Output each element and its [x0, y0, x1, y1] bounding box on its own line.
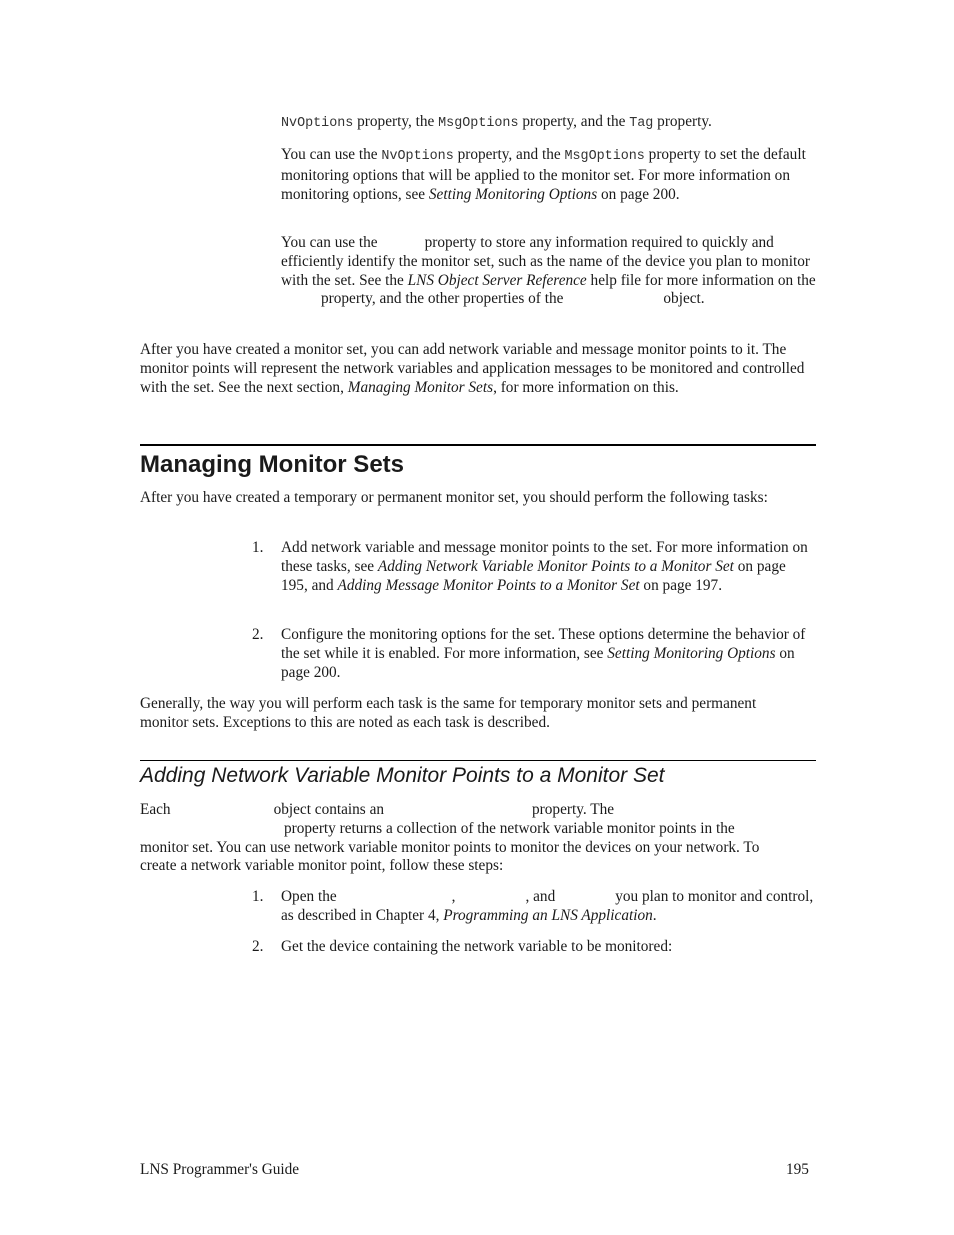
list-number: 1.: [252, 539, 264, 556]
list-number: 1.: [252, 888, 264, 905]
paragraph-generally: Generally, the way you will perform each task is the same for temporary monitor sets and permanent monitor sets. Exceptions to this are noted as each task is described.: [140, 695, 757, 731]
text: , and: [525, 888, 556, 905]
list-item-get-device: Get the device containing the network variable to be monitored:: [281, 938, 673, 955]
text: you plan to monitor and control, as described in Chapter 4,: [281, 888, 814, 924]
text: property, and the other properties of the: [321, 290, 564, 308]
text: Open the: [281, 888, 337, 905]
list-number: 2.: [252, 626, 264, 643]
code-msgoptions: MsgOptions: [438, 116, 519, 131]
link-adding-nv-monitor-points: Adding Network Variable Monitor Points to a Monitor Set: [377, 557, 734, 575]
text: on page 200.: [597, 185, 680, 203]
text: You can use the: [281, 146, 382, 163]
paragraph-after-created: [140, 341, 805, 397]
text: After you have created a monitor set, you can add network variable and message monitor points to it. The monitor points will represent the network variables and application messages to be monitored and controlled with the set. See the next section,: [140, 341, 805, 396]
text: Add network variable and message monitor points to the set. For more information on these tasks, see: [281, 539, 808, 575]
text: property to store any information required to quickly and efficiently identify the monitor set, such as the name of the device you plan to monitor with the set. See the: [281, 234, 811, 289]
text: property. The: [532, 801, 615, 818]
code-nvoptions: NvOptions: [381, 149, 454, 164]
text: Each: [140, 801, 171, 818]
text: object contains an: [273, 801, 385, 818]
text: on page 195, and: [281, 557, 786, 594]
text: You can use the: [281, 234, 378, 251]
text: ,: [451, 888, 456, 905]
paragraph-tasks-intro: After you have created a temporary or permanent monitor set, you should perform the following tasks:: [140, 489, 768, 506]
code-nvoptions: NvOptions: [281, 116, 354, 131]
paragraph-tag-property: [281, 234, 821, 309]
link-setting-monitoring-options: Setting Monitoring Options: [428, 185, 598, 203]
text: property to set the default monitoring options that will be applied to the monitor set. For more information on monitoring options, see: [281, 146, 806, 203]
text: property, and the: [453, 146, 565, 163]
link-setting-monitoring-options: Setting Monitoring Options: [607, 644, 776, 662]
text: property, and the: [518, 113, 630, 130]
text: object.: [663, 290, 705, 308]
code-tag: Tag: [629, 116, 654, 131]
subsection-heading: Adding Network Variable Monitor Points to a Monitor Set: [140, 760, 816, 789]
footer-title: LNS Programmer's Guide: [140, 1161, 300, 1178]
paragraph-nv-monitor-points: [140, 801, 782, 876]
link-programming-lns-application: Programming an LNS Application: [443, 906, 653, 924]
link-managing-monitor-sets: Managing Monitor Sets: [347, 378, 494, 396]
paragraph-monitoring-options: [281, 146, 816, 204]
reference-title: LNS Object Server Reference: [407, 271, 587, 289]
text: .: [652, 906, 657, 924]
list-number: 2.: [252, 938, 264, 955]
text: property.: [653, 113, 712, 130]
text: property, the: [353, 113, 439, 130]
link-adding-msg-monitor-points: Adding Message Monitor Points to a Monitor Set: [337, 576, 640, 594]
text: on page 200.: [281, 644, 795, 681]
text: Configure the monitoring options for the set. These options determine the behavior of the set while it is enabled. For more information, see: [281, 626, 806, 662]
list-item-open-network: [281, 888, 821, 926]
list-item-configure-options: [281, 626, 821, 682]
code-msgoptions: MsgOptions: [564, 149, 645, 164]
text: property returns a collection of the network variable monitor points in the monitor set. You can use network variable monitor points to monitor the devices on your network. To create a network variable monitor point, follow these steps:: [140, 819, 760, 875]
text: on page 197.: [639, 576, 723, 594]
text: , for more information on this.: [493, 378, 679, 396]
paragraph-property-list: [281, 113, 821, 134]
text: help file for more information on the: [586, 271, 816, 289]
list-item-add-monitor-points: [281, 539, 816, 595]
page-number: 195: [786, 1161, 809, 1178]
section-heading: Managing Monitor Sets: [140, 444, 816, 480]
